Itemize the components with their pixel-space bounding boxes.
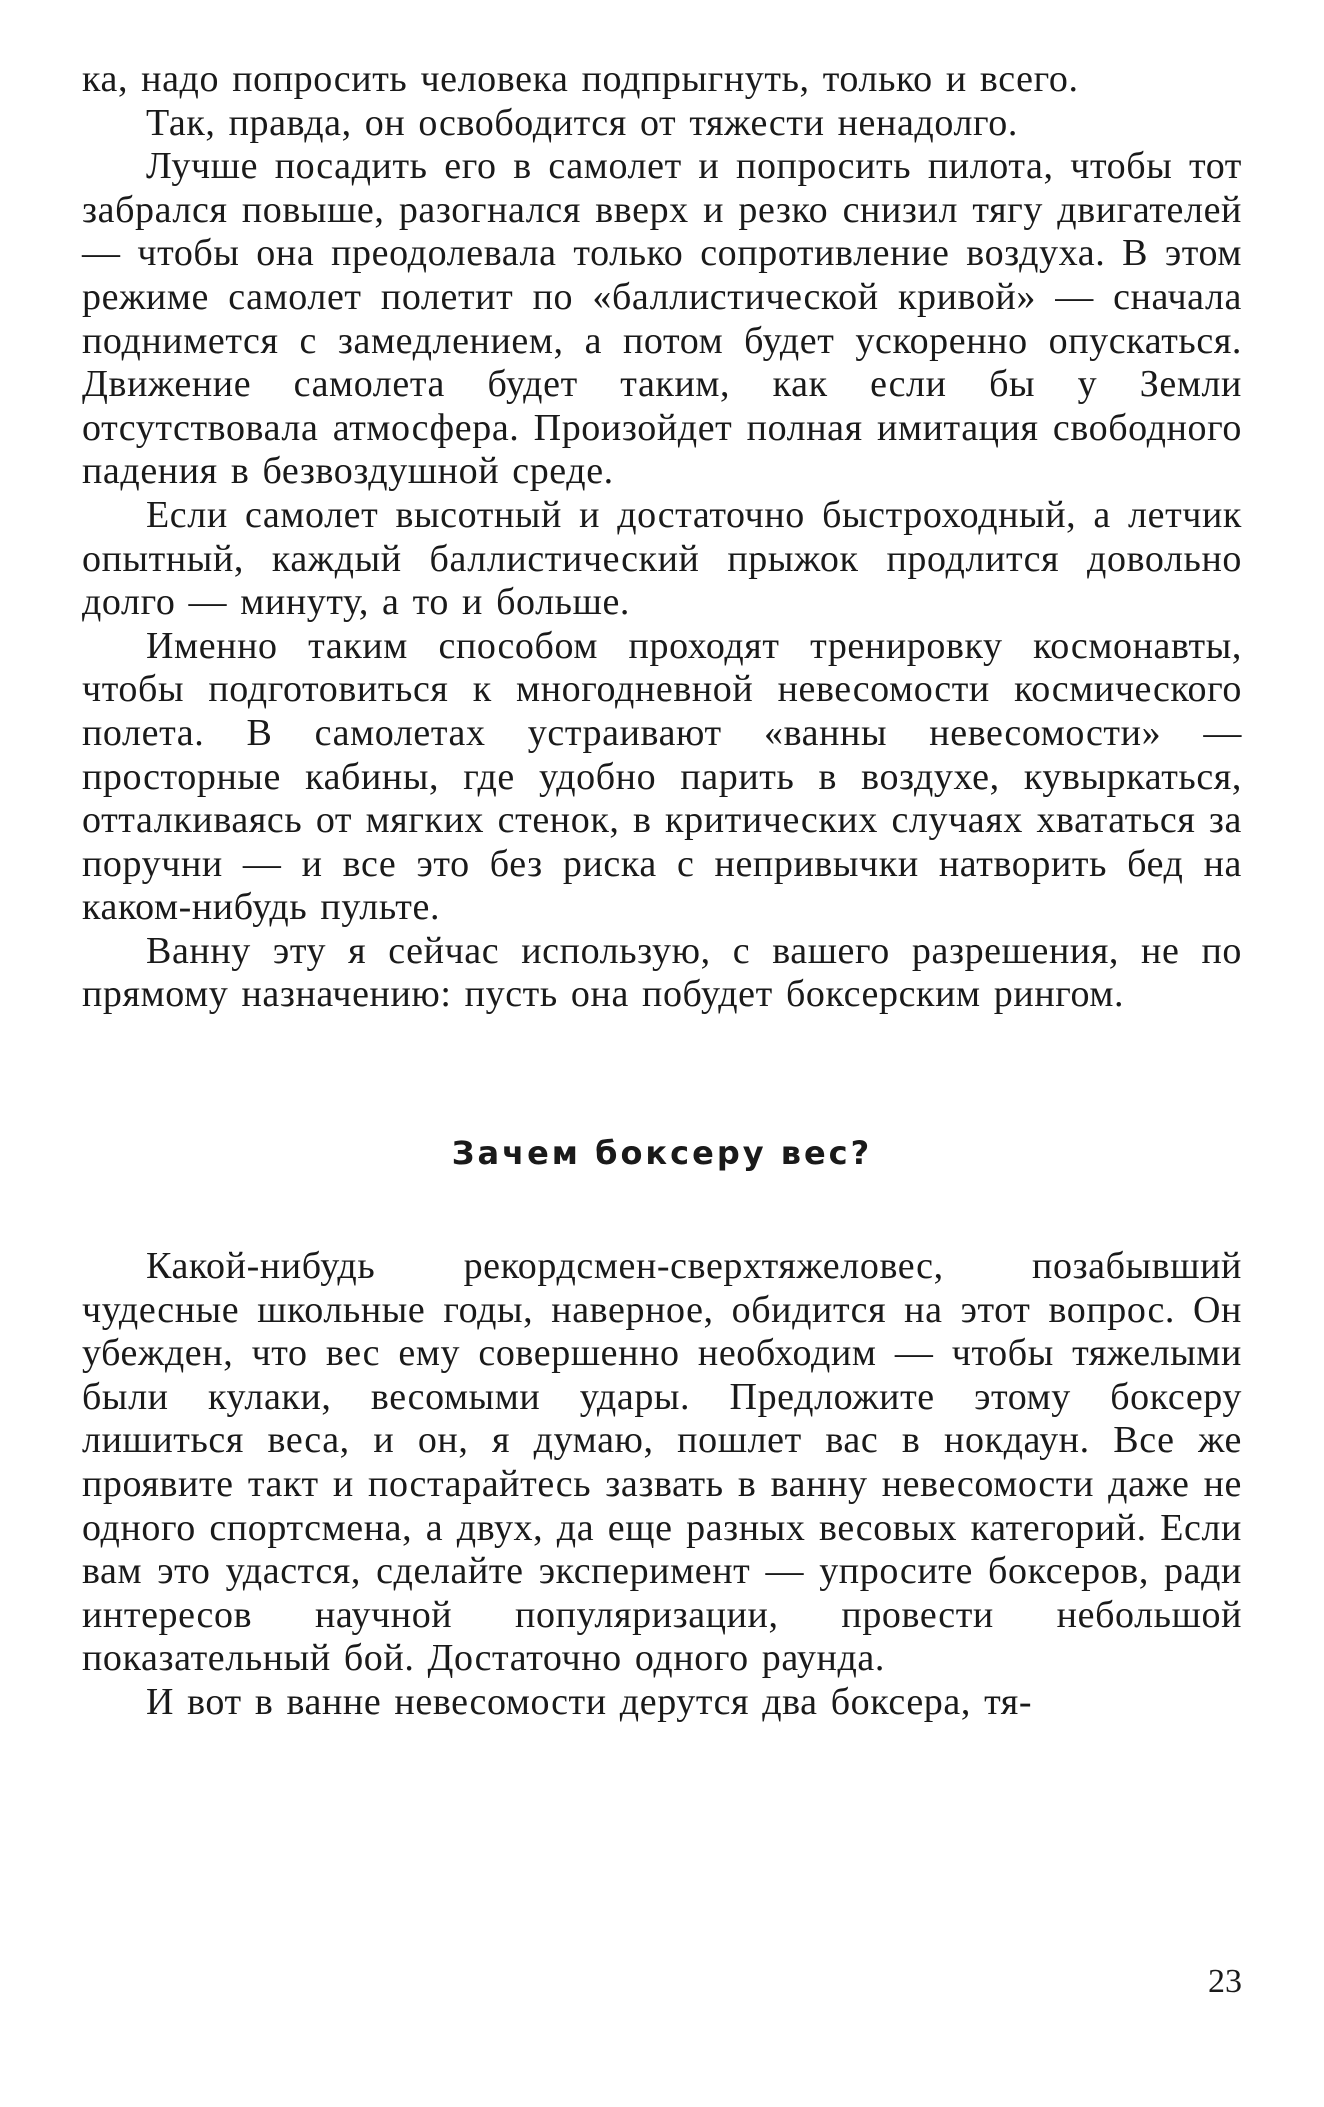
- paragraph: Какой-нибудь рекордсмен-сверхтяжеловес, позабывший чудесные школьные годы, наверное, обидится на этот вопрос. Он убежден, что вес ему совершенно необходим — чтобы тяжелыми были кулаки, весомыми удары. Предложите этому боксеру лишиться веса, и он, я думаю, пошлет вас в нокдаун. Все же проявите такт и постарайтесь зазвать в ванну невесомости даже не одного спортсмена, а двух, да еще разных весовых категорий. Если вам это удастся, сделайте эксперимент — упросите боксеров, ради интересов научной популяризации, провести небольшой показательный бой. Достаточно одного раунда.: [82, 1245, 1242, 1680]
- paragraph-continuation: ка, надо попросить человека подпрыгнуть, только и всего.: [82, 58, 1079, 100]
- paragraph: Ванну эту я сейчас использую, с вашего разрешения, не по прямому назначению: пусть она побудет боксерским рингом.: [82, 929, 1242, 1016]
- paragraph: Лучше посадить его в самолет и попросить пилота, чтобы тот забрался повыше, разогнался вверх и резко снизил тягу двигателей — чтобы она преодолевала только сопротивление воздуха. В этом режиме самолет полетит по «баллистической кривой» — сначала поднимется с замедлением, а потом будет ускоренно опускаться. Движение самолета будет таким, как если бы у Земли отсутствовала атмосфера. Произойдет полная имитация свободного падения в безвоздушной среде.: [82, 145, 1242, 493]
- section-heading: Зачем боксеру вес?: [451, 1134, 873, 1173]
- paragraph: Если самолет высотный и достаточно быстроходный, а летчик опытный, каждый баллистический прыжок продлится довольно долго — минуту, а то и больше.: [82, 493, 1242, 624]
- page-number: 23: [1208, 1963, 1242, 2000]
- paragraph: Именно таким способом проходят тренировку космонавты, чтобы подготовиться к многодневной невесомости космического полета. В самолетах устраивают «ванны невесомости» — просторные кабины, где удобно парить в воздухе, кувыркаться, отталкиваясь от мягких стенок, в критических случаях хвататься за поручни — и все это без риска с непривычки натворить бед на каком-нибудь пульте.: [82, 624, 1242, 929]
- paragraph: Так, правда, он освободится от тяжести ненадолго.: [146, 101, 1018, 144]
- page-body: [82, 58, 1242, 1725]
- paragraph: И вот в ванне невесомости дерутся два боксера, тя-: [146, 1681, 1033, 1723]
